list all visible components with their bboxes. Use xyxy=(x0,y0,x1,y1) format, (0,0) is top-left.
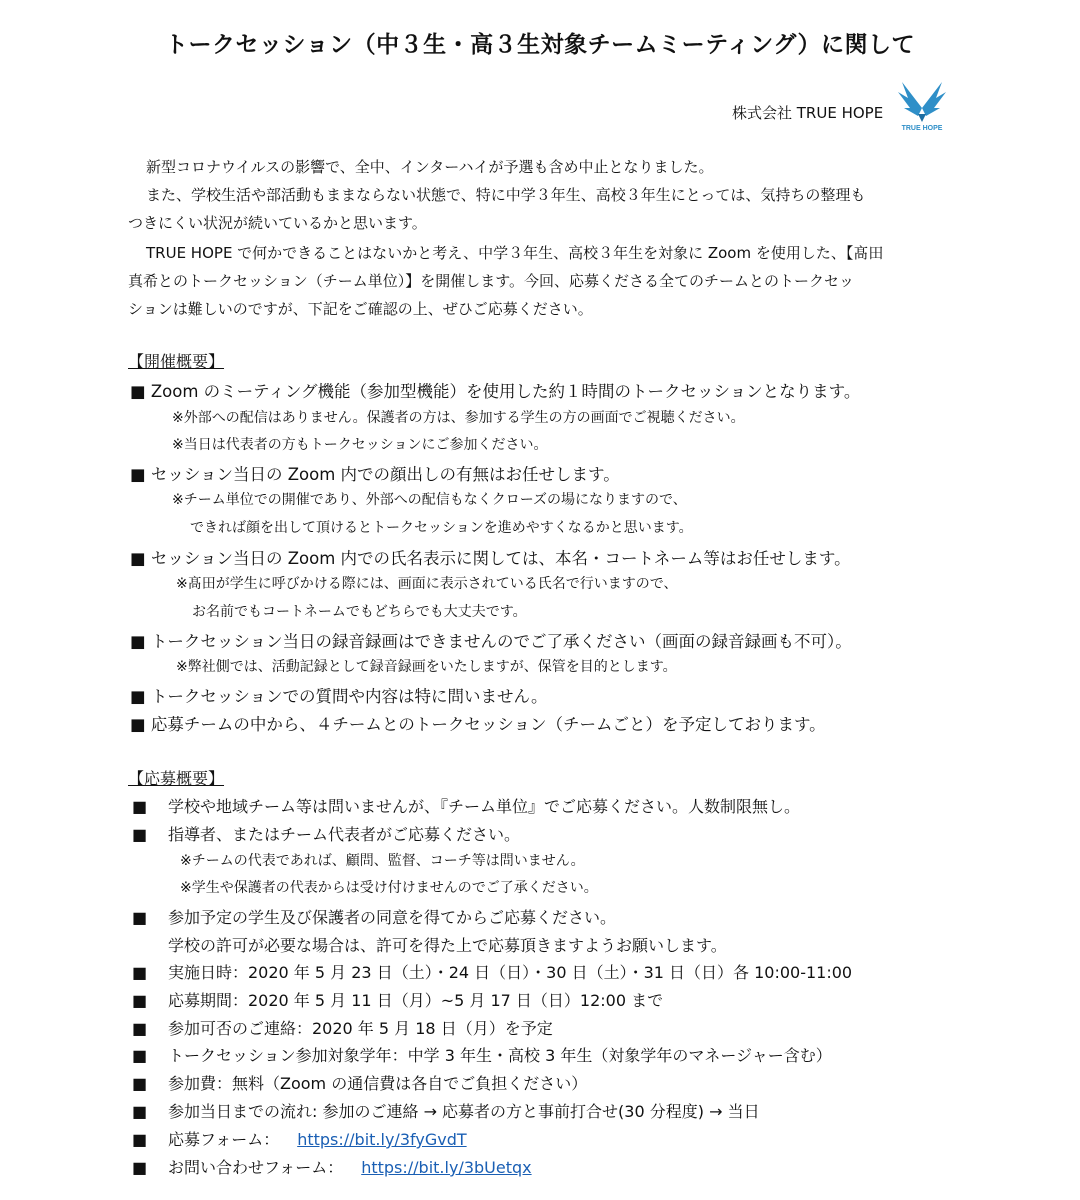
intro-line: 新型コロナウイルスの影響で、全中、インターハイが予選も含め中止となりました。 xyxy=(146,158,714,176)
application-item: ■ 参加予定の学生及び保護者の同意を得てからご応募ください。 xyxy=(132,908,617,927)
overview-note: ※外部への配信はありません。保護者の方は、参加する学生の方の画面でご視聴ください。 xyxy=(172,410,745,426)
intro-line: つきにくい状況が続いているかと思います。 xyxy=(128,214,427,232)
application-item: ■ 実施日時：2020 年 5 月 23 日（土）・24 日（日）・30 日（土）・31 日（日）各 10:00-11:00 xyxy=(132,963,853,982)
bullet: ■ xyxy=(132,1074,148,1093)
bullet: ■ xyxy=(132,1102,148,1121)
bullet: ■ xyxy=(132,908,148,927)
bullet: ■ xyxy=(132,797,148,816)
overview-item: ■ Zoom のミーティング機能（参加型機能）を使用した約１時間のトークセッションとなります。 xyxy=(130,382,861,401)
document-title: トークセッション（中３生・高３生対象チームミーティング）に関して xyxy=(165,32,915,58)
application-item: ■ お問い合わせフォーム： https://bit.ly/3bUetqx xyxy=(132,1158,532,1177)
overview-note: お名前でもコートネームでもどちらでも大丈夫です。 xyxy=(192,604,527,620)
bullet: ■ xyxy=(132,963,148,982)
overview-item: ■ トークセッションでの質問や内容は特に問いません。 xyxy=(130,687,548,706)
application-item: ■ 参加当日までの流れ: 参加のご連絡 → 応募者の方と事前打合せ(30 分程度) → 当日 xyxy=(132,1102,760,1121)
apply-form-link[interactable]: https://bit.ly/3fyGvdT xyxy=(297,1130,467,1149)
bullet: ■ xyxy=(132,1019,148,1038)
overview-note: できれば顔を出して頂けるとトークセッションを進めやすくなるかと思います。 xyxy=(190,520,693,536)
overview-item: ■ トークセッション当日の録音録画はできませんのでご了承ください（画面の録音録画も不可）。 xyxy=(130,632,852,651)
bullet: ■ xyxy=(132,1046,148,1065)
section-heading-application: 【応募概要】 xyxy=(128,769,225,788)
application-item-continued: 学校の許可が必要な場合は、許可を得た上で応募頂きますようお願いします。 xyxy=(168,936,727,955)
intro-line: ションは難しいのですが、下記をご確認の上、ぜひご応募ください。 xyxy=(128,300,593,318)
application-item: ■ 参加可否のご連絡：2020 年 5 月 18 日（月）を予定 xyxy=(132,1019,553,1038)
inquiry-form-link[interactable]: https://bit.ly/3bUetqx xyxy=(361,1158,532,1177)
overview-item: ■ セッション当日の Zoom 内での顔出しの有無はお任せします。 xyxy=(130,465,620,484)
overview-note: ※髙田が学生に呼びかける際には、画面に表示されている氏名で行いますので、 xyxy=(176,576,678,592)
application-item: ■ トークセッション参加対象学年：中学 3 年生・高校 3 年生（対象学年のマネージャー含む） xyxy=(132,1046,832,1065)
application-note: ※学生や保護者の代表からは受け付けませんのでご了承ください。 xyxy=(180,880,598,896)
overview-note: ※チーム単位での開催であり、外部への配信もなくクローズの場になりますので、 xyxy=(172,492,687,508)
application-note: ※チームの代表であれば、顧問、監督、コーチ等は問いません。 xyxy=(180,853,585,869)
application-item: ■ 指導者、またはチーム代表者がご応募ください。 xyxy=(132,825,521,844)
bullet: ■ xyxy=(132,825,148,844)
bullet: ■ xyxy=(132,991,148,1010)
section-heading-overview: 【開催概要】 xyxy=(128,352,225,371)
overview-item: ■ セッション当日の Zoom 内での氏名表示に関しては、本名・コートネーム等はお任せします。 xyxy=(130,549,851,568)
overview-note: ※当日は代表者の方もトークセッションにご参加ください。 xyxy=(172,437,548,453)
application-item: ■ 参加費：無料（Zoom の通信費は各自でご負担ください） xyxy=(132,1074,588,1093)
bullet: ■ xyxy=(132,1130,148,1149)
intro-line: TRUE HOPE で何かできることはないかと考え、中学３年生、高校３年生を対象に Zoom を使用した、【髙田 xyxy=(146,244,884,262)
bullet: ■ xyxy=(132,1158,148,1177)
application-item: ■ 応募期間：2020 年 5 月 11 日（月）~5 月 17 日（日）12:00 まで xyxy=(132,991,664,1010)
application-item: ■ 学校や地域チーム等は問いませんが、『チーム単位』でご応募ください。人数制限無し。 xyxy=(132,797,801,816)
overview-item: ■ 応募チームの中から、４チームとのトークセッション（チームごと）を予定しております。 xyxy=(130,715,826,734)
overview-note: ※弊社側では、活動記録として録音録画をいたしますが、保管を目的とします。 xyxy=(176,659,677,675)
intro-line: また、学校生活や部活動もままならない状態で、特に中学３年生、高校３年生にとっては、気持ちの整理も xyxy=(146,186,866,204)
true-hope-logo xyxy=(896,78,948,132)
svg-text:TRUE HOPE: TRUE HOPE xyxy=(901,125,943,132)
intro-line: 真希とのトークセッション（チーム単位）】を開催します。今回、応募くださる全てのチームとのトークセッ xyxy=(128,272,855,290)
application-item: ■ 応募フォーム： https://bit.ly/3fyGvdT xyxy=(132,1130,467,1149)
company-name: 株式会社 TRUE HOPE xyxy=(732,104,884,122)
